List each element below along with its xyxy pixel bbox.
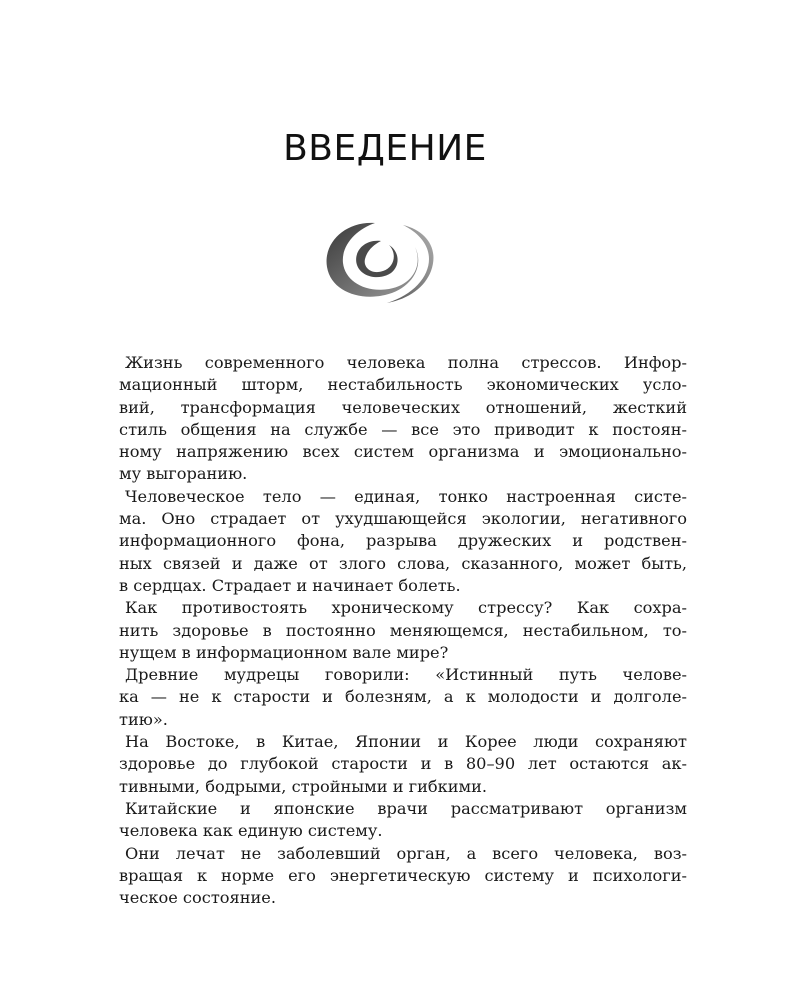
text-line: Как противостоять хроническому стрессу? Как сохра- xyxy=(125,598,687,618)
paragraph xyxy=(113,664,687,731)
body-text xyxy=(113,352,687,909)
text-line: Человеческое тело — единая, тонко настроенная систе- xyxy=(125,486,687,506)
text-line: здоровье до глубокой старости и в 80–90 лет остаются ак- xyxy=(119,754,687,774)
paragraph xyxy=(113,731,687,798)
text-line: мационный шторм, нестабильность экономических усло- xyxy=(119,375,687,395)
text-line: вий, трансформация человеческих отношений, жесткий xyxy=(119,397,687,417)
chapter-title: ВВЕДЕНИЕ xyxy=(283,128,487,169)
text-line: ка — не к старости и болезням, а к молодости и долголе- xyxy=(119,687,687,707)
text-line: ческое состояние. xyxy=(119,888,277,908)
text-line: человека как единую систему. xyxy=(119,821,383,841)
text-line: вращая к норме его энергетическую систему и психологи- xyxy=(119,865,687,885)
text-line: тивными, бодрыми, стройными и гибкими. xyxy=(119,776,488,796)
swirl-icon xyxy=(315,215,445,305)
text-line: ных связей и даже от злого слова, сказанного, может быть, xyxy=(119,553,687,573)
text-line: тию». xyxy=(119,709,168,729)
text-line: нущем в информационном вале мире? xyxy=(119,642,449,662)
text-line: Жизнь современного человека полна стрессов. Инфор- xyxy=(125,353,687,372)
text-line: ма. Оно страдает от ухудшающейся экологии, негативного xyxy=(119,509,687,529)
text-line: му выгоранию. xyxy=(119,464,248,484)
text-line: Китайские и японские врачи рассматривают организм xyxy=(125,798,687,818)
text-line: Они лечат не заболевший орган, а всего человека, воз- xyxy=(125,843,687,863)
paragraph xyxy=(113,352,687,486)
text-line: стиль общения на службе — все это приводит к постоян- xyxy=(119,419,687,439)
text-line: нить здоровье в постоянно меняющемся, нестабильном, то- xyxy=(119,620,687,640)
text-line: ному напряжению всех систем организма и эмоционально- xyxy=(119,442,687,462)
text-line: в сердцах. Страдает и начинает болеть. xyxy=(119,575,461,595)
paragraph xyxy=(113,597,687,664)
text-line: На Востоке, в Китае, Японии и Корее люди сохраняют xyxy=(125,732,687,752)
paragraph xyxy=(113,486,687,597)
paragraph xyxy=(113,843,687,910)
text-line: Древние мудрецы говорили: «Истинный путь челове- xyxy=(125,665,687,685)
text-line: информационного фона, разрыва дружеских и родствен- xyxy=(119,531,687,551)
paragraph xyxy=(113,798,687,843)
